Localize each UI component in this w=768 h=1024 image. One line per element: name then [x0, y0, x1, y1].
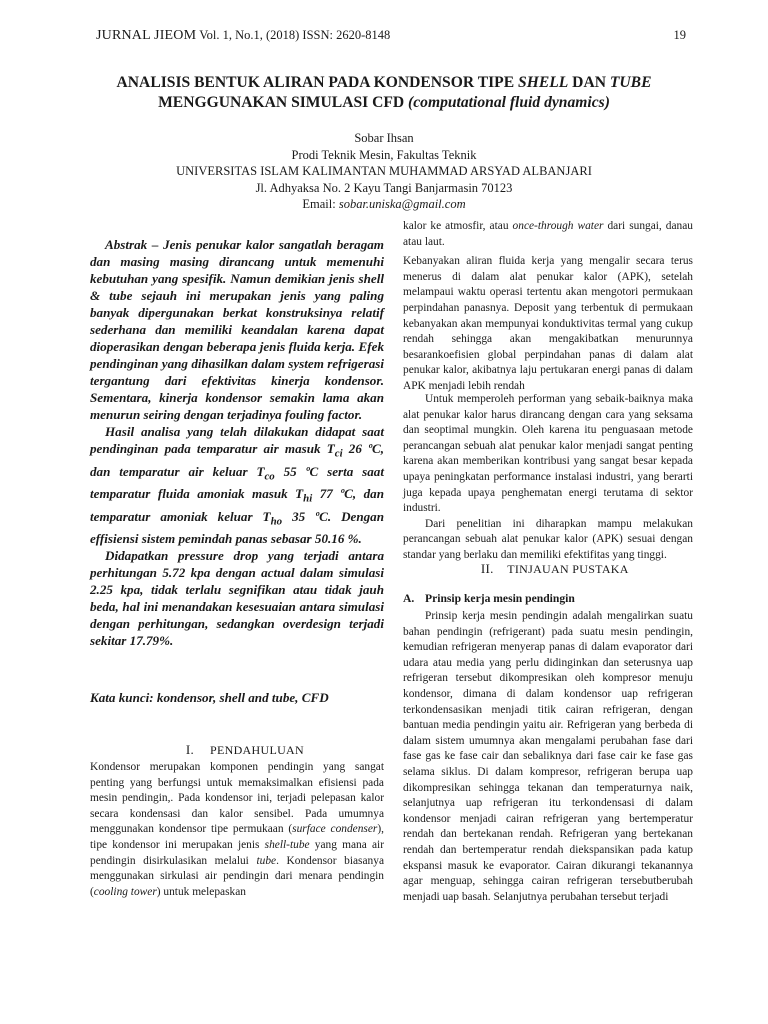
paper-title — [40, 73, 728, 113]
author-email: Email: sobar.uniska@gmail.com — [302, 197, 466, 211]
author-name: Sobar Ihsan — [354, 131, 414, 145]
journal-name: JURNAL JIEOM — [96, 28, 197, 43]
paragraph-objective: Dari penelitian ini diharapkan mampu melakukan perancangan sebuah alat penukar kalor (APK) sesuai dengan standar yang berlaku dan memiliki efektifitas yang tinggi. — [403, 517, 693, 561]
right-column-design-paragraphs — [403, 392, 693, 564]
author-university: UNIVERSITAS ISLAM KALIMANTAN MUHAMMAD ARSYAD ALBANJARI — [176, 164, 592, 178]
abstract-paragraph-3: Didapatkan pressure drop yang terjadi antara perhitungan 5.72 kpa dengan actual dalam simulasi 2.25 kpa, tidak terlalu segnifikan atau tidak jauh beda, hal ini menandakan kesesuaian antara simulasi dengan perhitungan, sedangkan overdesign terjadi sekitar 17.79%. — [90, 548, 384, 649]
email-address: sobar.uniska@gmail.com — [338, 197, 466, 211]
author-address: Jl. Adhyaksa No. 2 Kayu Tangi Banjarmasin 70123 — [255, 180, 513, 195]
author-block — [40, 130, 728, 213]
literature-review-text: Prinsip kerja mesin pendingin adalah mengalirkan suatu bahan pendingin (refrigerant) pada suatu mesin pendingin, kemudian refrigeran menyerap panas di dalam evaporator dari udara atau media yang perlu didinginkan dan seterusnya uap refrigeran tersebut dikompresikan oleh kompresor menuju kondensor, dimana di dalam kondensor uap refrigeran terkondensasikan menjadi titik cairan refrigeran, dengan bantuan media pendingin yaitu air. Refrigeran yang berbeda di dalam sistem umumnya akan mengalami perubahan fase dari fase gas ke fase cair dan sebaliknya dari fase cair ke fase gas selama siklus. Di dalam kompresor, refrigeran berupa uap dikompresikan sehingga tekanan dan temperaturnya naik, selanjutnya uap refrigeran itu terkondensasi di dalam kondensor menjadi cairan refrigeran yang bertemperatur rendah dan bertekanan rendah. Refrigeran yang bertekanan rendah dan bertemperatur rendah diekspansikan pada katup ekspansi masuk ke evaporator. Cairan dikurangi tekanannya agar menguap, sehingga cairan refrigeran tersebutberubah menjadi uap basah. Selanjutnya perubahan tersebut terjadi — [403, 610, 693, 903]
paragraph-fouling: Kebanyakan aliran fluida kerja yang mengalir secara terus menerus di dalam alat penukar kalor (APK), setelah melampaui waktu operasi tertentu akan mengotori permukaan perpindahan panasnya. Deposit yang terbentuk di permukaan kebanyakan akan mempunyai konduktivitas termal yang cukup rendah sehingga akan mengakibatkan menurunnya besarankoefisien global perpindahan panas di dalam alat penukar kalor, akibatnya laju pertukaran energi panas di dalam APK menjadi lebih rendah — [403, 255, 693, 392]
title-line-2: MENGGUNAKAN SIMULASI CFD (computational fluid dynamics) — [158, 94, 610, 111]
section-heading-literature-review: II. TINJAUAN PUSTAKA — [480, 561, 629, 576]
right-column-intro-continued — [403, 219, 693, 395]
introduction-text: Kondensor merupakan komponen pendingin yang sangat penting yang berfungsi untuk memaksimalkan efisiensi pada mesin pendingin,. Pada kondensor ini, terjadi pelepasan kalor secara kondensasi dan kalor sensibel. Pada umumnya menggunakan kondensor tipe permukaan (surface condenser), tipe kondensor ini merupakan jenis shell-tube yang mana air pendingin disirkulasikan melalui tube. Kondensor biasanya menggunakan sirkulasi air pendingin dari menara pendingin (cooling tower) untuk melepaskan — [90, 761, 384, 898]
paragraph-continued: kalor ke atmosfir, atau once-through water dari sungai, danau atau laut. — [403, 220, 693, 248]
paragraph-performance: Untuk memperoleh performan yang sebaik-baiknya maka alat penukar kalor harus dirancang dengan cara yang seksama dan seoptimal mungkin. Oleh karena itu penguasaan metode perancangan sebuah alat penukar kalor menjadi sangat penting karena akan memberikan kontribusi yang sangat besar kepada upaya peningkatan performance instalasi industri, yang berarti juga kepada upaya penghematan energi terutama di sektor industri. — [403, 393, 693, 515]
page-number: 19 — [673, 28, 686, 42]
keywords: Kata kunci: kondensor, shell and tube, CFD — [90, 690, 329, 705]
running-header — [96, 28, 686, 44]
abstract-paragraph-2: Hasil analisa yang telah dilakukan didapat saat pendinginan pada temparatur air masuk $T_{ci}$ 26 ºC, dan temparatur air keluar $T_{co}$ 55 ºC serta saat temparatur fluida amoniak masuk $T_{hi}$ 77 ºC, dan temparatur amoniak keluar $T_{ho}$ 35 ºC. Dengan effisiensi sistem pemindah panas sebasar 50.16 %. — [90, 424, 385, 547]
abstract-paragraph-1: Abstrak – Jenis penukar kalor sangatlah beragam dan masing masing dirancang untuk memenuhi kebutuhan yang spesifik. Namun demikian jenis shell & tube sejauh ini merupakan jenis yang paling banyak dipergunakan berkat konstruksinya relatif sederhana dan memiliki keandalan karena dapat dioperasikan dengan beberapa jenis fluida kerja. Efek pendinginan yang dihasilkan dalam system refrigerasi tergantung dari efektivitas kinerja kondensor. Sementara, kinerja kondensor semakin lama akan menurun seiring dengan terjadinya fouling factor. — [90, 237, 384, 422]
journal-details: Vol. 1, No.1, (2018) ISSN: 2620-8148 — [199, 28, 391, 42]
subsection-heading-a: A. Prinsip kerja mesin pendingin — [403, 592, 575, 605]
section-heading-introduction: I. PENDAHULUAN — [185, 742, 304, 757]
title-line-1: ANALISIS BENTUK ALIRAN PADA KONDENSOR TIPE SHELL DAN TUBE — [116, 74, 652, 91]
abstract — [90, 236, 384, 649]
author-department: Prodi Teknik Mesin, Fakultas Teknik — [291, 147, 477, 162]
